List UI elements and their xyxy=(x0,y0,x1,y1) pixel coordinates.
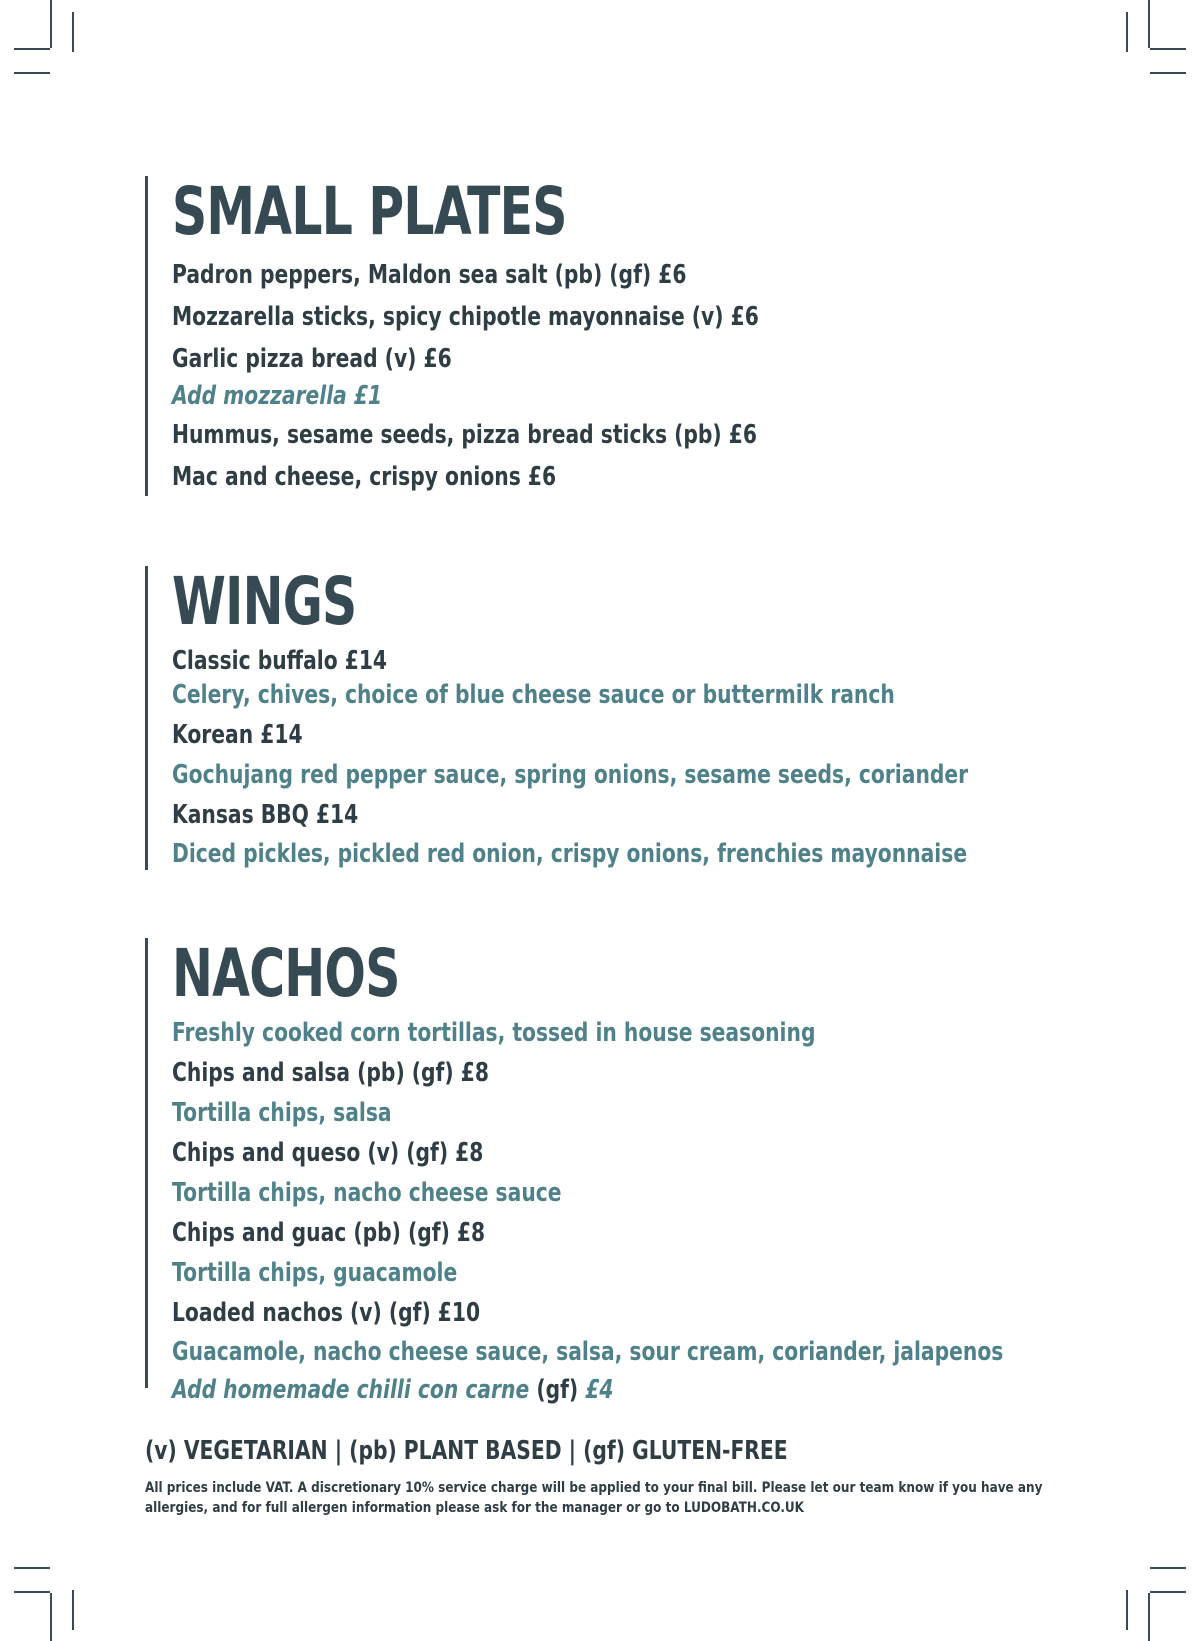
nachos-section xyxy=(145,935,1132,1405)
small-plates-section xyxy=(145,173,1132,496)
crop-mark xyxy=(72,12,74,52)
menu-item: Hummus, sesame seeds, pizza bread sticks (pb) £6 xyxy=(172,420,757,450)
section-intro: Freshly cooked corn tortillas, tossed in house seasoning xyxy=(172,1018,816,1048)
menu-item: Chips and queso (v) (gf) £8 xyxy=(172,1138,484,1168)
crop-mark xyxy=(14,1591,50,1593)
menu-item: Korean £14 xyxy=(172,720,303,750)
crop-mark xyxy=(1150,72,1186,74)
crop-mark xyxy=(14,1567,50,1569)
crop-mark xyxy=(1126,1590,1128,1630)
crop-mark xyxy=(1150,1591,1186,1593)
menu-item: Chips and guac (pb) (gf) £8 xyxy=(172,1218,486,1248)
crop-mark xyxy=(1148,0,1150,48)
crop-mark xyxy=(50,0,52,48)
menu-item-addon xyxy=(172,1368,921,1412)
section-heading: SMALL PLATES xyxy=(172,173,567,250)
menu-item: Padron peppers, Maldon sea salt (pb) (gf) £6 xyxy=(172,260,687,290)
crop-mark xyxy=(1126,12,1128,52)
crop-mark xyxy=(1150,1567,1186,1569)
menu-item: Classic buffalo £14 xyxy=(172,646,388,676)
crop-mark xyxy=(1150,48,1186,50)
menu-item-description: Celery, chives, choice of blue cheese sauce or buttermilk ranch xyxy=(172,680,895,710)
menu-item: Mozzarella sticks, spicy chipotle mayonnaise (v) £6 xyxy=(172,302,759,332)
addon-price: £4 xyxy=(585,1375,614,1405)
menu-item: Garlic pizza bread (v) £6 xyxy=(172,344,452,374)
addon-text: Add homemade chilli con carne xyxy=(172,1375,530,1405)
section-heading: NACHOS xyxy=(172,935,400,1012)
dietary-legend: (v) VEGETARIAN | (pb) PLANT BASED | (gf) GLUTEN-FREE xyxy=(145,1436,788,1466)
crop-mark xyxy=(14,72,50,74)
menu-item: Mac and cheese, crispy onions £6 xyxy=(172,462,557,492)
addon-tag: (gf) xyxy=(536,1375,579,1405)
menu-item: Kansas BBQ £14 xyxy=(172,800,359,830)
crop-mark xyxy=(50,1593,52,1641)
crop-mark xyxy=(1148,1593,1150,1641)
crop-mark xyxy=(14,48,50,50)
menu-item: Loaded nachos (v) (gf) £10 xyxy=(172,1298,481,1328)
menu-item-addon: Add mozzarella £1 xyxy=(172,381,383,411)
menu-item-description: Tortilla chips, salsa xyxy=(172,1098,392,1128)
menu-item-description: Tortilla chips, guacamole xyxy=(172,1258,458,1288)
wings-section xyxy=(145,563,1132,870)
menu-item: Chips and salsa (pb) (gf) £8 xyxy=(172,1058,489,1088)
menu-item-description: Diced pickles, pickled red onion, crispy onions, frenchies mayonnaise xyxy=(172,839,968,869)
menu-item-description: Gochujang red pepper sauce, spring onions, sesame seeds, coriander xyxy=(172,760,969,790)
crop-mark xyxy=(72,1590,74,1630)
footer-note: All prices include VAT. A discretionary 10% service charge will be applied to your final bill. Please let our team know if you have any allergies, and for full allergen information please ask for the manager or go to LUDOBATH.CO.UK xyxy=(145,1480,1043,1516)
menu-item-description: Guacamole, nacho cheese sauce, salsa, sour cream, coriander, jalapenos xyxy=(172,1337,1004,1367)
section-heading: WINGS xyxy=(172,563,357,640)
menu-item-description: Tortilla chips, nacho cheese sauce xyxy=(172,1178,562,1208)
